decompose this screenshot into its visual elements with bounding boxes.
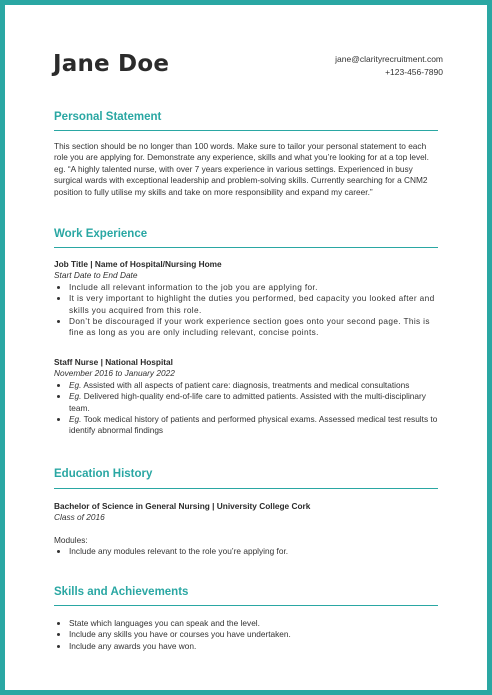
job-dates: November 2016 to January 2022 [54, 368, 175, 379]
job-entry [54, 259, 438, 339]
personal-statement-text: This section should be no longer than 100 words. Make sure to tailor your personal statement to each role you are applying for. Demonstrate any experience, skills and what you’re looking for at a top level. eg. “A highly talented nurse, with over 7 years experience in various settings. Experienced in busy surgical wards with exceptional leadership and problem-solving skills. Currently searching for a CNM2 position to fully utilise my skills and take on more responsibility and expand my career.” [54, 141, 429, 197]
degree-title: Bachelor of Science in General Nursing | University College Cork [54, 501, 311, 511]
list-item [69, 380, 438, 391]
list-item-text: Assisted with all aspects of patient care: diagnosis, treatments and medical consultations [81, 379, 410, 390]
job-duties-list [54, 282, 438, 339]
section-divider [54, 247, 438, 248]
list-item-text: Took medical history of patients and performed physical exams. Assessed medical test results to identify abnormal findings [69, 414, 438, 436]
personal-statement-heading: Personal Statement [54, 111, 162, 123]
list-item: • Include any modules relevant to the role you’re applying for. [69, 546, 438, 557]
email-text: jane@clarityrecruitment.com [335, 54, 443, 64]
section-divider [54, 488, 438, 489]
section-divider [54, 605, 438, 606]
list-item: • Include all relevant information to the job you are applying for. [69, 282, 438, 293]
skills-list [54, 618, 438, 652]
education-entry [54, 501, 438, 558]
modules-label: Modules: [54, 534, 88, 545]
section-divider [54, 130, 438, 131]
example-prefix: Eg. [69, 414, 82, 425]
list-item: • State which languages you can speak and the level. [69, 618, 438, 629]
skills-section [54, 618, 438, 652]
job-title: Staff Nurse | National Hospital [54, 357, 173, 367]
list-item [69, 391, 438, 414]
work-experience-heading: Work Experience [54, 228, 148, 240]
example-prefix: Eg. [69, 379, 82, 390]
list-item [69, 414, 438, 437]
list-item: • Include any awards you have won. [69, 641, 438, 652]
graduation-class: Class of 2016 [54, 512, 105, 523]
skills-heading: Skills and Achievements [54, 586, 189, 598]
list-item: • Include any skills you have or courses you have undertaken. [69, 629, 438, 640]
list-item: • It is very important to highlight the duties you performed, bed capacity you looked after and skills you acquired from this role. [69, 293, 438, 316]
job-title: Job Title | Name of Hospital/Nursing Home [54, 259, 222, 269]
education-heading: Education History [54, 468, 153, 480]
candidate-name: Jane Doe [53, 51, 170, 77]
job-entry [54, 357, 438, 437]
modules-list [54, 546, 438, 557]
resume-header [49, 49, 443, 89]
phone-text: +123-456-7890 [385, 67, 443, 77]
job-dates: Start Date to End Date [54, 270, 138, 281]
list-item-text: Delivered high-quality end-of-life care to admitted patients. Assisted with the multi-disciplinary team. [69, 391, 426, 413]
list-item: • Don’t be discouraged if your work experience section goes onto your second page. This is fine as long as you are only including relevant, concise points. [69, 316, 438, 339]
job-duties-list [54, 380, 438, 437]
example-prefix: Eg. [69, 391, 82, 402]
contact-info [335, 53, 443, 79]
